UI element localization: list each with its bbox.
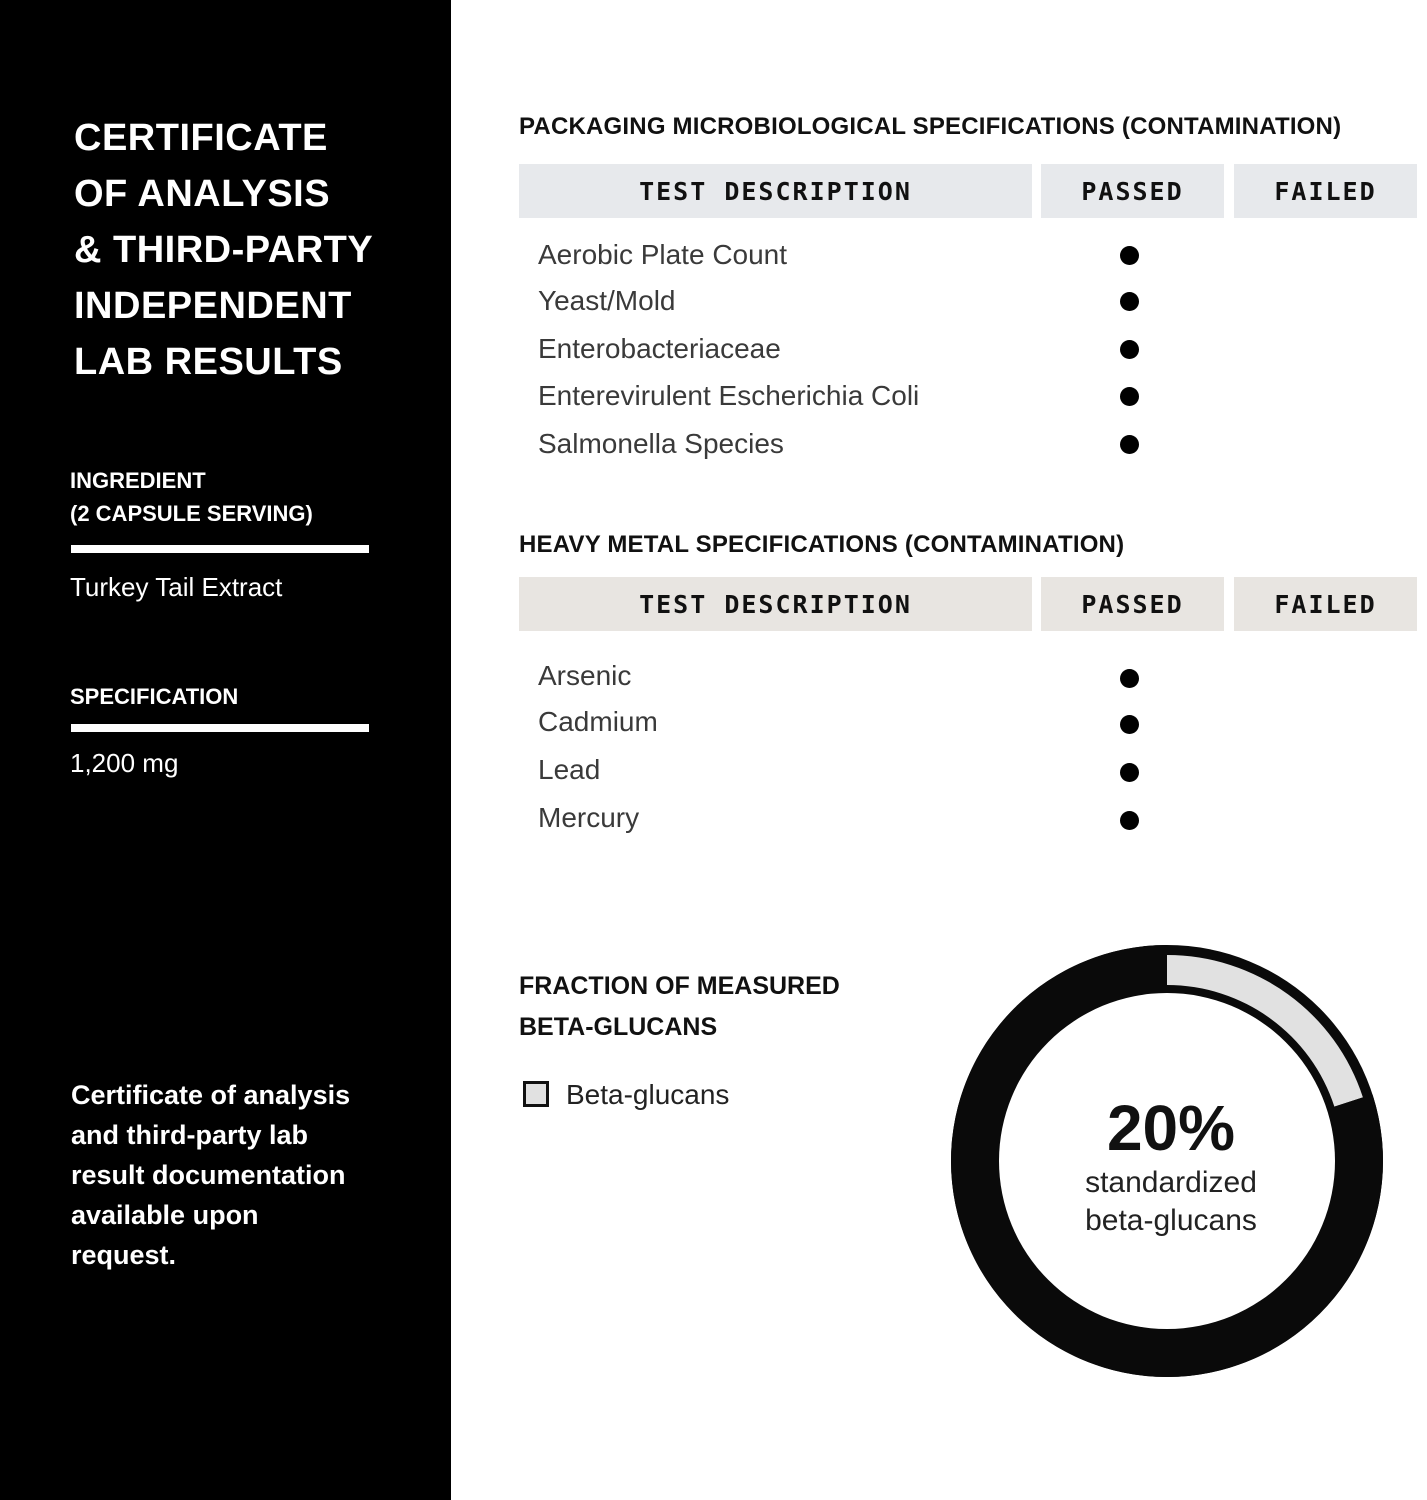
table-row [519, 702, 1417, 742]
table-row [519, 750, 1417, 790]
passed-dot-icon [1120, 435, 1139, 454]
donut-center-label [1001, 1092, 1341, 1240]
note-line: available upon [71, 1200, 259, 1230]
passed-dot-icon [1120, 246, 1139, 265]
specification-label: SPECIFICATION [70, 684, 239, 709]
title-line: OF ANALYSIS [74, 173, 331, 215]
column-header-failed: FAILED [1234, 577, 1417, 631]
column-header-passed: PASSED [1041, 577, 1224, 631]
ingredient-value: Turkey Tail Extract [70, 572, 283, 602]
ingredient-divider [71, 545, 369, 553]
microbiological-table-header [519, 164, 1417, 218]
note-line: Certificate of analysis [71, 1080, 351, 1110]
table-row [519, 798, 1417, 838]
column-header-failed: FAILED [1234, 164, 1417, 218]
test-label: Mercury [538, 802, 640, 833]
column-header-passed: PASSED [1041, 164, 1224, 218]
fraction-title-line: FRACTION OF MEASURED [519, 972, 840, 1000]
certificate-title [74, 110, 434, 390]
sidebar [0, 0, 451, 1500]
test-label: Arsenic [538, 660, 632, 691]
title-line: CERTIFICATE [74, 117, 328, 159]
test-label: Salmonella Species [538, 428, 784, 459]
note-line: and third-party lab [71, 1120, 309, 1150]
passed-dot-icon [1120, 340, 1139, 359]
microbiological-title: PACKAGING MICROBIOLOGICAL SPECIFICATIONS (CONTAMINATION) [519, 113, 1342, 140]
legend-label: Beta-glucans [566, 1079, 730, 1110]
table-row [519, 281, 1417, 321]
column-header-test-description: TEST DESCRIPTION [519, 577, 1032, 631]
legend-swatch-icon [523, 1081, 549, 1107]
fraction-title-line: BETA-GLUCANS [519, 1013, 718, 1041]
test-label: Enterobacteriaceae [538, 333, 781, 364]
ingredient-label-line: INGREDIENT [70, 468, 206, 493]
donut-percentage: 20% [1106, 1092, 1236, 1164]
table-row [519, 376, 1417, 416]
heavy-metal-table-header [519, 577, 1417, 631]
test-label: Cadmium [538, 706, 658, 737]
note-line: request. [71, 1240, 177, 1270]
donut-caption-line: beta-glucans [1085, 1204, 1257, 1237]
test-label: Aerobic Plate Count [538, 239, 788, 270]
specification-divider [71, 724, 369, 732]
passed-dot-icon [1120, 387, 1139, 406]
table-row [519, 235, 1417, 275]
table-row [519, 329, 1417, 369]
specification-value: 1,200 mg [70, 748, 179, 778]
availability-note [71, 1075, 401, 1275]
table-row [519, 656, 1417, 696]
note-line: result documentation [71, 1160, 346, 1190]
passed-dot-icon [1120, 292, 1139, 311]
title-line: & THIRD-PARTY [74, 229, 374, 271]
passed-dot-icon [1120, 811, 1139, 830]
fraction-title [519, 966, 840, 1048]
passed-dot-icon [1120, 763, 1139, 782]
title-line: LAB RESULTS [74, 341, 343, 383]
test-label: Yeast/Mold [538, 285, 676, 316]
donut-caption-line: standardized [1085, 1166, 1257, 1199]
title-line: INDEPENDENT [74, 285, 352, 327]
test-label: Lead [538, 754, 601, 785]
test-label: Enterevirulent Escherichia Coli [538, 380, 920, 411]
ingredient-label [70, 464, 313, 530]
ingredient-label-line: (2 CAPSULE SERVING) [70, 501, 313, 526]
table-row [519, 424, 1417, 464]
passed-dot-icon [1120, 669, 1139, 688]
heavy-metal-title: HEAVY METAL SPECIFICATIONS (CONTAMINATION) [519, 531, 1125, 558]
passed-dot-icon [1120, 715, 1139, 734]
column-header-test-description: TEST DESCRIPTION [519, 164, 1032, 218]
